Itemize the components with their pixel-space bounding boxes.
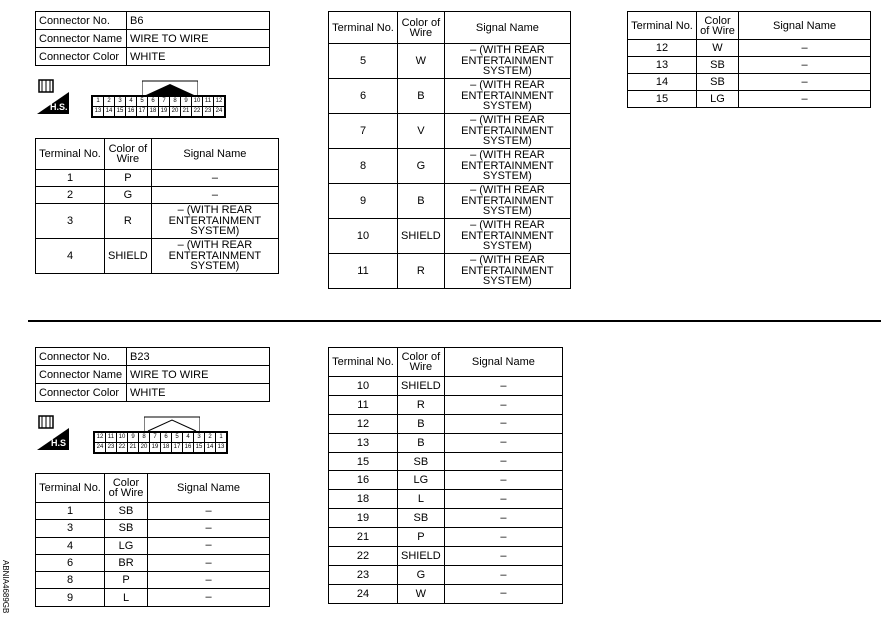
pin-cell: 11 [203, 97, 214, 107]
connector-key-shape [144, 416, 200, 432]
signal-name-cell: – [739, 91, 871, 108]
pin-cell: 6 [148, 97, 159, 107]
signal-name-cell: – [739, 57, 871, 74]
signal-name-cell: – [148, 520, 270, 537]
terminal-no-cell: 13 [628, 57, 697, 74]
signal-name-cell: – [151, 170, 278, 187]
wire-color-cell: G [398, 149, 445, 184]
pin-cell: 21 [128, 443, 139, 453]
wire-color-cell: B [398, 414, 445, 433]
pin-cell: 5 [172, 433, 183, 443]
wire-color-cell: W [398, 44, 445, 79]
table-row [329, 452, 563, 471]
pin-cell: 7 [150, 433, 161, 443]
wire-color-cell: LG [105, 537, 148, 554]
table-row [329, 149, 571, 184]
table-row [329, 114, 571, 149]
signal-name-cell: – [739, 74, 871, 91]
table-row [329, 44, 571, 79]
connector-no-value: B23 [127, 348, 270, 366]
header-signal-name: Signal Name [444, 12, 570, 44]
terminal-no-cell: 5 [329, 44, 398, 79]
pin-cell: 15 [194, 443, 205, 453]
terminal-no-cell: 18 [329, 490, 398, 509]
wire-color-cell: BR [105, 554, 148, 571]
table-row [329, 219, 571, 254]
header-terminal-no: Terminal No. [36, 474, 105, 503]
wire-color-cell: P [398, 528, 445, 547]
wire-color-cell: P [105, 572, 148, 589]
table-row [329, 565, 563, 584]
hs-label: H.S [51, 438, 67, 448]
signal-name-cell: – [148, 503, 270, 520]
b6-terminal-table-2 [328, 11, 571, 289]
pin-cell: 18 [161, 443, 172, 453]
signal-name-cell: – (WITH REAR ENTERTAINMENT SYSTEM) [444, 184, 570, 219]
table-row [36, 589, 270, 606]
terminal-no-cell: 1 [36, 503, 105, 520]
terminal-no-cell: 12 [329, 414, 398, 433]
pin-cell: 3 [194, 433, 205, 443]
signal-name-cell: – [148, 537, 270, 554]
wire-color-cell: R [398, 254, 445, 289]
table-row [329, 547, 563, 566]
pin-cell: 8 [139, 433, 150, 443]
b23-connector-pin-grid [93, 431, 228, 454]
wire-color-cell: SB [697, 57, 739, 74]
wire-color-cell: SB [105, 503, 148, 520]
signal-name-cell: – (WITH REAR ENTERTAINMENT SYSTEM) [151, 204, 278, 239]
connector-name-value: WIRE TO WIRE [127, 366, 270, 384]
header-signal-name: Signal Name [148, 474, 270, 503]
pin-cell: 6 [161, 433, 172, 443]
header-color-of-wire: Color of Wire [105, 139, 152, 170]
pin-cell: 13 [93, 107, 104, 117]
header-color-of-wire: Color of Wire [697, 12, 739, 40]
connector-key-shape [142, 80, 198, 96]
wire-color-cell: SB [697, 74, 739, 91]
signal-name-cell: – [444, 565, 562, 584]
terminal-no-cell: 2 [36, 187, 105, 204]
terminal-no-cell: 8 [329, 149, 398, 184]
pin-cell: 22 [192, 107, 203, 117]
pin-cell: 23 [106, 443, 117, 453]
terminal-no-cell: 6 [36, 554, 105, 571]
label-connector-name: Connector Name [36, 366, 127, 384]
wire-color-cell: P [105, 170, 152, 187]
terminal-no-cell: 3 [36, 520, 105, 537]
table-row [36, 239, 279, 274]
wire-color-cell: LG [398, 471, 445, 490]
pin-cell: 4 [126, 97, 137, 107]
connector-color-value: WHITE [127, 48, 270, 66]
wire-color-cell: LG [697, 91, 739, 108]
pin-cell: 17 [137, 107, 148, 117]
table-row [329, 509, 563, 528]
pin-cell: 15 [115, 107, 126, 117]
terminal-no-cell: 1 [36, 170, 105, 187]
connector-no-value: B6 [127, 12, 270, 30]
connector-name-value: WIRE TO WIRE [127, 30, 270, 48]
terminal-no-cell: 16 [329, 471, 398, 490]
terminal-no-cell: 11 [329, 395, 398, 414]
label-connector-no: Connector No. [36, 348, 127, 366]
pin-cell: 19 [150, 443, 161, 453]
table-row [36, 503, 270, 520]
signal-name-cell: – [444, 509, 562, 528]
terminal-no-cell: 3 [36, 204, 105, 239]
hs-harness-side-icon [37, 414, 69, 450]
header-signal-name: Signal Name [739, 12, 871, 40]
pin-cell: 9 [181, 97, 192, 107]
connector-color-value: WHITE [127, 384, 270, 402]
wire-color-cell: SHIELD [398, 547, 445, 566]
wire-color-cell: R [398, 395, 445, 414]
pin-cell: 11 [106, 433, 117, 443]
terminal-no-cell: 15 [628, 91, 697, 108]
b23-terminal-table-1 [35, 473, 270, 607]
wire-color-cell: W [398, 584, 445, 603]
wire-color-cell: SB [398, 452, 445, 471]
table-row [329, 377, 563, 396]
pin-cell: 24 [214, 107, 225, 117]
header-color-of-wire: Color of Wire [105, 474, 148, 503]
signal-name-cell: – [148, 589, 270, 606]
terminal-no-cell: 10 [329, 219, 398, 254]
terminal-no-cell: 4 [36, 239, 105, 274]
terminal-no-cell: 6 [329, 79, 398, 114]
header-terminal-no: Terminal No. [36, 139, 105, 170]
b23-terminal-table-2 [328, 347, 563, 604]
pin-cell: 24 [95, 443, 106, 453]
terminal-no-cell: 12 [628, 40, 697, 57]
header-signal-name: Signal Name [151, 139, 278, 170]
table-row [628, 91, 871, 108]
table-row [36, 572, 270, 589]
header-color-of-wire: Color of Wire [398, 348, 445, 377]
pin-cell: 20 [170, 107, 181, 117]
wire-color-cell: SB [105, 520, 148, 537]
terminal-no-cell: 11 [329, 254, 398, 289]
b6-connector-info [35, 11, 270, 66]
terminal-no-cell: 23 [329, 565, 398, 584]
terminal-no-cell: 9 [36, 589, 105, 606]
label-connector-color: Connector Color [36, 384, 127, 402]
pin-cell: 16 [183, 443, 194, 453]
terminal-no-cell: 22 [329, 547, 398, 566]
terminal-no-cell: 9 [329, 184, 398, 219]
signal-name-cell: – [444, 452, 562, 471]
terminal-no-cell: 21 [329, 528, 398, 547]
table-row [329, 184, 571, 219]
label-connector-no: Connector No. [36, 12, 127, 30]
signal-name-cell: – [444, 490, 562, 509]
terminal-no-cell: 10 [329, 377, 398, 396]
hs-label: H.S. [50, 102, 68, 112]
terminal-no-cell: 4 [36, 537, 105, 554]
terminal-no-cell: 8 [36, 572, 105, 589]
pin-cell: 19 [159, 107, 170, 117]
b23-connector-info [35, 347, 270, 402]
table-row [36, 520, 270, 537]
signal-name-cell: – [444, 433, 562, 452]
table-row [329, 490, 563, 509]
pin-cell: 10 [192, 97, 203, 107]
section-divider [28, 320, 881, 322]
table-row [36, 187, 279, 204]
wire-color-cell: B [398, 433, 445, 452]
pin-cell: 13 [216, 443, 227, 453]
table-row [329, 584, 563, 603]
signal-name-cell: – [444, 528, 562, 547]
pin-cell: 1 [93, 97, 104, 107]
table-row [36, 554, 270, 571]
signal-name-cell: – (WITH REAR ENTERTAINMENT SYSTEM) [444, 114, 570, 149]
header-terminal-no: Terminal No. [329, 348, 398, 377]
signal-name-cell: – [444, 547, 562, 566]
table-row [329, 528, 563, 547]
wire-color-cell: G [105, 187, 152, 204]
table-row [36, 204, 279, 239]
wire-color-cell: SB [398, 509, 445, 528]
header-terminal-no: Terminal No. [329, 12, 398, 44]
label-connector-color: Connector Color [36, 48, 127, 66]
table-row [329, 433, 563, 452]
table-row [329, 79, 571, 114]
pin-cell: 10 [117, 433, 128, 443]
pin-cell: 17 [172, 443, 183, 453]
pin-cell: 16 [126, 107, 137, 117]
pin-cell: 7 [159, 97, 170, 107]
wire-color-cell: R [105, 204, 152, 239]
pin-cell: 22 [117, 443, 128, 453]
label-connector-name: Connector Name [36, 30, 127, 48]
header-signal-name: Signal Name [444, 348, 562, 377]
terminal-no-cell: 24 [329, 584, 398, 603]
wire-color-cell: V [398, 114, 445, 149]
pin-cell: 5 [137, 97, 148, 107]
terminal-no-cell: 7 [329, 114, 398, 149]
signal-name-cell: – (WITH REAR ENTERTAINMENT SYSTEM) [444, 254, 570, 289]
signal-name-cell: – [444, 471, 562, 490]
header-color-of-wire: Color of Wire [398, 12, 445, 44]
signal-name-cell: – [444, 395, 562, 414]
signal-name-cell: – [444, 584, 562, 603]
signal-name-cell: – [739, 40, 871, 57]
pin-cell: 18 [148, 107, 159, 117]
pin-cell: 9 [128, 433, 139, 443]
wire-color-cell: B [398, 184, 445, 219]
signal-name-cell: – (WITH REAR ENTERTAINMENT SYSTEM) [444, 219, 570, 254]
signal-name-cell: – [148, 554, 270, 571]
pin-cell: 8 [170, 97, 181, 107]
b6-terminal-table-1 [35, 138, 279, 274]
wire-color-cell: W [697, 40, 739, 57]
pin-cell: 2 [104, 97, 115, 107]
pin-cell: 21 [181, 107, 192, 117]
pin-cell: 14 [205, 443, 216, 453]
table-row [628, 57, 871, 74]
wire-color-cell: L [398, 490, 445, 509]
pin-cell: 12 [214, 97, 225, 107]
wire-color-cell: SHIELD [398, 219, 445, 254]
signal-name-cell: – (WITH REAR ENTERTAINMENT SYSTEM) [444, 79, 570, 114]
pin-cell: 2 [205, 433, 216, 443]
wire-color-cell: G [398, 565, 445, 584]
table-row [329, 254, 571, 289]
table-row [36, 537, 270, 554]
pin-cell: 12 [95, 433, 106, 443]
hs-harness-side-icon [37, 78, 69, 114]
wire-color-cell: SHIELD [398, 377, 445, 396]
figure-code: ABNIA4689GB [1, 560, 10, 614]
signal-name-cell: – (WITH REAR ENTERTAINMENT SYSTEM) [444, 149, 570, 184]
terminal-no-cell: 14 [628, 74, 697, 91]
table-row [36, 170, 279, 187]
pin-cell: 23 [203, 107, 214, 117]
pin-cell: 3 [115, 97, 126, 107]
wire-color-cell: SHIELD [105, 239, 152, 274]
wire-color-cell: B [398, 79, 445, 114]
pin-cell: 1 [216, 433, 227, 443]
terminal-no-cell: 13 [329, 433, 398, 452]
signal-name-cell: – [151, 187, 278, 204]
terminal-no-cell: 15 [329, 452, 398, 471]
signal-name-cell: – [148, 572, 270, 589]
table-row [329, 471, 563, 490]
table-row [628, 74, 871, 91]
table-row [329, 395, 563, 414]
pin-cell: 20 [139, 443, 150, 453]
table-row [628, 40, 871, 57]
table-row [329, 414, 563, 433]
pin-cell: 14 [104, 107, 115, 117]
b6-connector-pin-grid [91, 95, 226, 118]
wire-color-cell: L [105, 589, 148, 606]
signal-name-cell: – [444, 414, 562, 433]
signal-name-cell: – (WITH REAR ENTERTAINMENT SYSTEM) [151, 239, 278, 274]
header-terminal-no: Terminal No. [628, 12, 697, 40]
pin-cell: 4 [183, 433, 194, 443]
signal-name-cell: – [444, 377, 562, 396]
signal-name-cell: – (WITH REAR ENTERTAINMENT SYSTEM) [444, 44, 570, 79]
terminal-no-cell: 19 [329, 509, 398, 528]
b6-terminal-table-3 [627, 11, 871, 108]
